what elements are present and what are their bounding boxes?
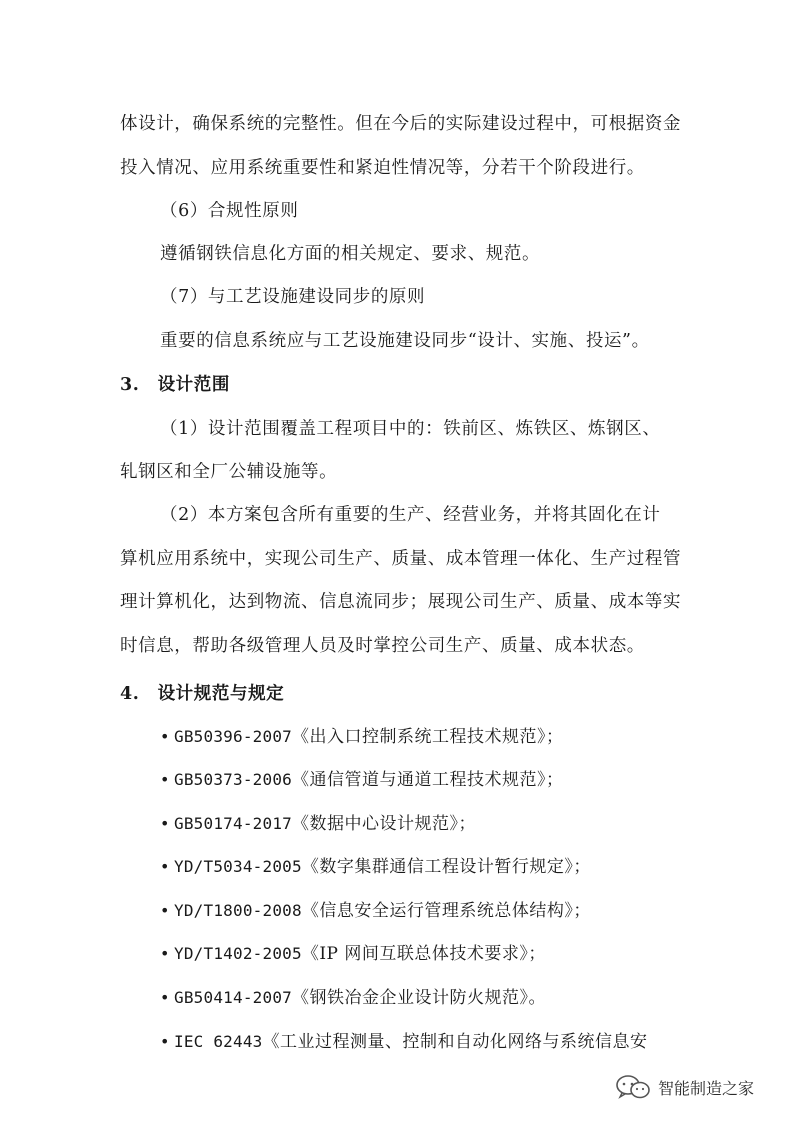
list-item bbox=[160, 725, 564, 749]
list-item bbox=[160, 986, 546, 1010]
paragraph-line: （1）设计范围覆盖工程项目中的：铁前区、炼铁区、炼钢区、 bbox=[160, 419, 661, 439]
paragraph-line: 体设计，确保系统的完整性。但在今后的实际建设过程中，可根据资金 bbox=[120, 114, 682, 134]
standard-code: YD/T1800-2008 bbox=[174, 901, 302, 920]
list-item bbox=[160, 768, 564, 792]
paragraph-line: 轧钢区和全厂公辅设施等。 bbox=[120, 462, 338, 482]
standard-title: 《钢铁冶金企业设计防火规范》。 bbox=[292, 988, 546, 1008]
standard-title: 《IP 网间互联总体技术要求》； bbox=[301, 944, 546, 964]
paragraph-line: 时信息，帮助各级管理人员及时掌控公司生产、质量、成本状态。 bbox=[120, 636, 645, 656]
principle-6-title: （6）合规性原则 bbox=[160, 201, 299, 221]
standard-title: 《信息安全运行管理系统总体结构》； bbox=[301, 901, 591, 921]
principle-7-body: 重要的信息系统应与工艺设施建设同步“设计、实施、投运”。 bbox=[160, 331, 650, 351]
standard-code: YD/T1402-2005 bbox=[174, 944, 302, 963]
paragraph-line: （2）本方案包含所有重要的生产、经营业务，并将其固化在计 bbox=[160, 505, 661, 525]
standard-code: GB50414-2007 bbox=[174, 988, 292, 1007]
bullet-icon: • bbox=[160, 1032, 170, 1051]
standard-code: GB50396-2007 bbox=[174, 727, 292, 746]
principle-7-title: （7）与工艺设施建设同步的原则 bbox=[160, 287, 426, 307]
standard-code: GB50373-2006 bbox=[174, 770, 292, 789]
standard-code: GB50174-2017 bbox=[174, 814, 292, 833]
list-item bbox=[160, 942, 546, 966]
bullet-icon: • bbox=[160, 857, 170, 876]
list-item bbox=[160, 812, 476, 836]
bullet-icon: • bbox=[160, 901, 170, 920]
paragraph-line: 算机应用系统中，实现公司生产、质量、成本管理一体化、生产过程管 bbox=[120, 549, 682, 569]
standard-title: 《数据中心设计规范》； bbox=[292, 814, 476, 834]
watermark bbox=[614, 1072, 754, 1102]
list-item bbox=[160, 1030, 648, 1054]
bullet-icon: • bbox=[160, 727, 170, 746]
list-item bbox=[160, 855, 591, 879]
standard-title: 《工业过程测量、控制和自动化网络与系统信息安 bbox=[262, 1032, 648, 1052]
bullet-icon: • bbox=[160, 988, 170, 1007]
standard-code: YD/T5034-2005 bbox=[174, 857, 302, 876]
standard-code: IEC 62443 bbox=[174, 1032, 263, 1051]
principle-6-body: 遵循钢铁信息化方面的相关规定、要求、规范。 bbox=[160, 244, 541, 264]
wechat-icon bbox=[614, 1074, 652, 1100]
paragraph-line: 理计算机化，达到物流、信息流同步；展现公司生产、质量、成本等实 bbox=[120, 592, 682, 612]
section-3-heading: 3. 设计范围 bbox=[120, 375, 230, 395]
standard-title: 《通信管道与通道工程技术规范》； bbox=[292, 770, 564, 790]
standard-title: 《数字集群通信工程设计暂行规定》； bbox=[301, 857, 591, 877]
standard-title: 《出入口控制系统工程技术规范》； bbox=[292, 727, 564, 747]
list-item bbox=[160, 899, 591, 923]
bullet-icon: • bbox=[160, 814, 170, 833]
section-4-heading: 4. 设计规范与规定 bbox=[120, 684, 285, 704]
bullet-icon: • bbox=[160, 944, 170, 963]
watermark-text: 智能制造之家 bbox=[658, 1078, 755, 1098]
paragraph-line: 投入情况、应用系统重要性和紧迫性情况等，分若干个阶段进行。 bbox=[120, 158, 645, 178]
bullet-icon: • bbox=[160, 770, 170, 789]
